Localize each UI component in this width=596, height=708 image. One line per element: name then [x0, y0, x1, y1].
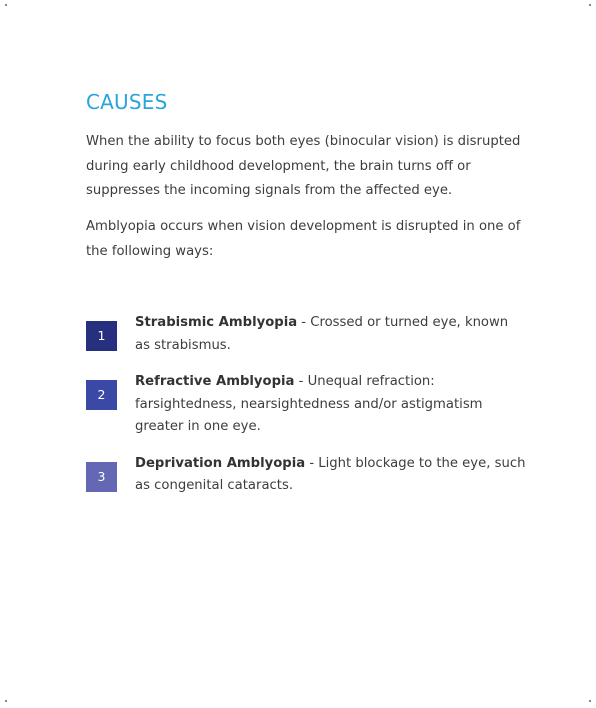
cause-text — [135, 453, 526, 498]
cause-name: Strabismic Amblyopia — [135, 315, 298, 330]
number-badge: 2 — [86, 380, 117, 410]
crop-mark-bottom-right — [589, 700, 591, 702]
cause-text — [135, 371, 526, 439]
cause-separator: - — [297, 315, 311, 330]
number-badge: 1 — [86, 321, 117, 351]
intro-paragraph: When the ability to focus both eyes (binocular vision) is disrupted during early childhood development, the brain turns off or suppresses the incoming signals from the affected eye. — [86, 134, 521, 198]
amblyopia-intro-paragraph: Amblyopia occurs when vision development is disrupted in one of the following ways: — [86, 219, 521, 259]
cause-item-deprivation — [86, 453, 526, 498]
cause-separator: - — [305, 455, 319, 471]
number-badge: 3 — [86, 462, 117, 492]
cause-name: Deprivation Amblyopia — [135, 455, 306, 471]
cause-description: Unequal refraction: farsightedness, nearsightedness and/or astigmatism greater in one eye. — [135, 374, 483, 434]
cause-text — [135, 312, 526, 357]
cause-description: Crossed or turned eye, known as strabismus. — [135, 315, 509, 353]
cause-item-refractive — [86, 371, 526, 439]
crop-mark-bottom-left — [5, 700, 7, 702]
cause-name: Refractive Amblyopia — [135, 374, 295, 389]
cause-separator: - — [294, 374, 308, 389]
crop-mark-top-right — [589, 4, 591, 6]
section-title: CAUSES — [86, 90, 168, 114]
cause-description: Light blockage to the eye, such as congenital cataracts. — [135, 455, 526, 493]
cause-list — [86, 312, 526, 512]
crop-mark-top-left — [5, 4, 7, 6]
cause-item-strabismic — [86, 312, 526, 357]
